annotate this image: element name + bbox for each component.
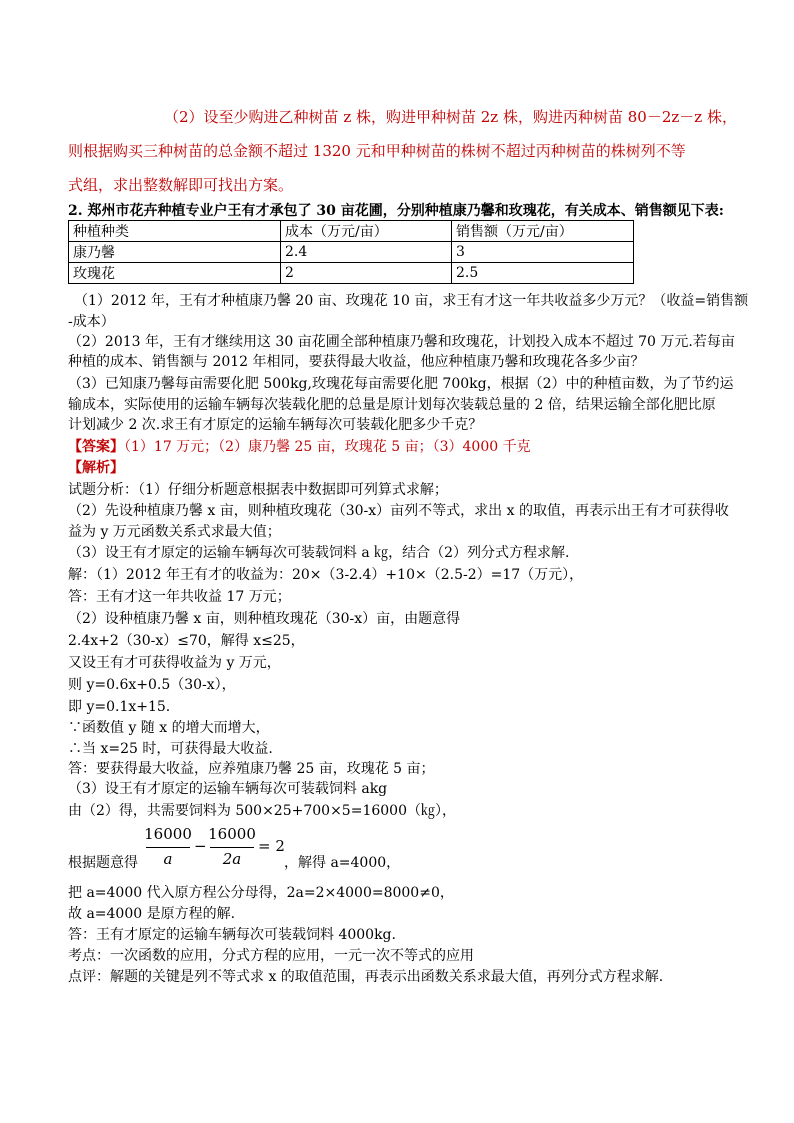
analysis-line: （2）设种植康乃馨 x 亩，则种植玫瑰花（30-x）亩，由题意得 xyxy=(68,611,461,627)
fraction-denominator-2: 2a xyxy=(222,850,242,868)
analysis-label: 【解析】 xyxy=(68,460,124,476)
analysis-line: （2）先设种植康乃馨 x 亩，则种植玫瑰花（30-x）亩列不等式，求出 x 的取值，再表示出王有才可获得收 xyxy=(68,503,729,519)
fraction-denominator-1: a xyxy=(163,850,173,868)
analysis-line: （3）设王有才原定的运输车辆每次可装载饲料 akg xyxy=(68,781,388,797)
table-header-row xyxy=(69,221,634,242)
analysis-line: 益为 y 万元函数关系式求最大值； xyxy=(68,524,281,540)
equation-prefix: 根据题意得 xyxy=(68,855,138,871)
equation-rhs: = 2 xyxy=(258,837,285,855)
fraction-numerator-2: 16000 xyxy=(208,825,256,843)
analysis-line: 则 y=0.6x+0.5（30-x）， xyxy=(68,677,236,693)
analysis-line: 又设王有才可获得收益为 y 万元， xyxy=(68,655,281,671)
analysis-line: ∴当 x=25 时，可获得最大收益. xyxy=(68,741,273,757)
fraction-equation xyxy=(144,825,284,875)
analysis-line: 答：王有才这一年共收益 17 万元； xyxy=(68,589,291,605)
table-header-cell: 种植种类 xyxy=(69,221,281,242)
intro-paragraph xyxy=(68,100,737,202)
key-points-line: 考点：一次函数的应用，分式方程的应用，一元一次不等式的应用 xyxy=(68,948,474,964)
analysis-line: 答：王有才原定的运输车辆每次可装载饲料 4000kg. xyxy=(68,927,396,943)
question-3-line-1: （3）已知康乃馨每亩需要化肥 500kg,玫瑰花每亩需要化肥 700kg，根据（2）中的种植亩数，为了节约运 xyxy=(68,376,734,392)
equation-suffix: ，解得 a=4000， xyxy=(284,855,401,871)
answer-label: 【答案】 xyxy=(68,439,124,455)
fraction-bar-2 xyxy=(210,847,254,848)
table-header-cell: 销售额（万元/亩） xyxy=(452,221,634,242)
table-cell: 康乃馨 xyxy=(69,242,281,263)
cost-table xyxy=(68,220,634,284)
analysis-line: 把 a=4000 代入原方程公分母得，2a=2×4000=8000≠0， xyxy=(68,885,454,901)
fraction-numerator-1: 16000 xyxy=(144,825,192,843)
intro-line-1: （2）设至少购进乙种树苗 z 株，购进甲种树苗 2z 株，购进丙种树苗 80－2z－z 株， xyxy=(164,108,737,126)
question-1-line-2: -成本） xyxy=(68,314,115,330)
analysis-line: 试题分析：（1）仔细分析题意根据表中数据即可列算式求解； xyxy=(68,482,448,498)
analysis-line: 2.4x+2（30-x）≤70，解得 x≤25， xyxy=(68,633,305,649)
problem-stem: 2. 郑州市花卉种植专业户王有才承包了 30 亩花圃，分别种植康乃馨和玫瑰花，有关成本、销售额见下表: xyxy=(68,203,724,219)
intro-line-3: 式组，求出整数解即可找出方案。 xyxy=(68,176,294,194)
question-2-line-2: 种植的成本、销售额与 2012 年相同，要获得最大收益，他应种植康乃馨和玫瑰花各多少亩？ xyxy=(68,354,645,370)
question-2-line-1: （2）2013 年，王有才继续用这 30 亩花圃全部种植康乃馨和玫瑰花，计划投入成本不超过 70 万元.若每亩 xyxy=(68,334,735,350)
table-row xyxy=(69,263,634,284)
analysis-line: 故 a=4000 是原方程的解. xyxy=(68,906,236,922)
analysis-line: ∵函数值 y 随 x 的增大而增大， xyxy=(68,720,270,736)
intro-line-2: 则根据购买三种树苗的总金额不超过 1320 元和甲种树苗的株树不超过丙种树苗的株树列不等 xyxy=(68,142,686,160)
analysis-line: 答：要获得最大收益，应养殖康乃馨 25 亩，玫瑰花 5 亩； xyxy=(68,761,435,777)
analysis-line: 解：（1）2012 年王有才的收益为：20×（3-2.4）+10×（2.5-2）=17（万元）， xyxy=(68,567,584,583)
table-header-cell: 成本（万元/亩） xyxy=(281,221,452,242)
table-cell: 2.5 xyxy=(452,263,634,284)
answer-line xyxy=(68,438,531,456)
question-1-line-1: （1）2012 年，王有才种植康乃馨 20 亩、玫瑰花 10 亩，求王有才这一年共收益多少万元？（收益=销售额 xyxy=(74,293,749,309)
analysis-line: （3）设王有才原定的运输车辆每次可装载饲料 a ㎏，结合（2）列分式方程求解. xyxy=(68,545,570,561)
question-3-line-3: 计划减少 2 次.求王有才原定的运输车辆每次可装载化肥多少千克？ xyxy=(68,417,483,433)
comment-line: 点评：解题的关键是列不等式求 x 的取值范围，再表示出函数关系求最大值，再列分式方程求解. xyxy=(68,969,664,985)
table-cell: 2 xyxy=(281,263,452,284)
table-cell: 玫瑰花 xyxy=(69,263,281,284)
minus-sign: − xyxy=(194,837,207,855)
table-cell: 3 xyxy=(452,242,634,263)
analysis-line: 由（2）得，共需要饲料为 500×25+700×5=16000（㎏）， xyxy=(68,803,456,819)
table-row xyxy=(69,242,634,263)
question-3-line-2: 输成本，实际使用的运输车辆每次装载化肥的总量是原计划每次装载总量的 2 倍，结果运输全部化肥比原 xyxy=(68,397,716,413)
analysis-line: 即 y=0.1x+15. xyxy=(68,699,171,715)
table-cell: 2.4 xyxy=(281,242,452,263)
answer-text: （1）17 万元；（2）康乃馨 25 亩，玫瑰花 5 亩；（3）4000 千克 xyxy=(124,439,531,455)
fraction-bar-1 xyxy=(146,847,190,848)
